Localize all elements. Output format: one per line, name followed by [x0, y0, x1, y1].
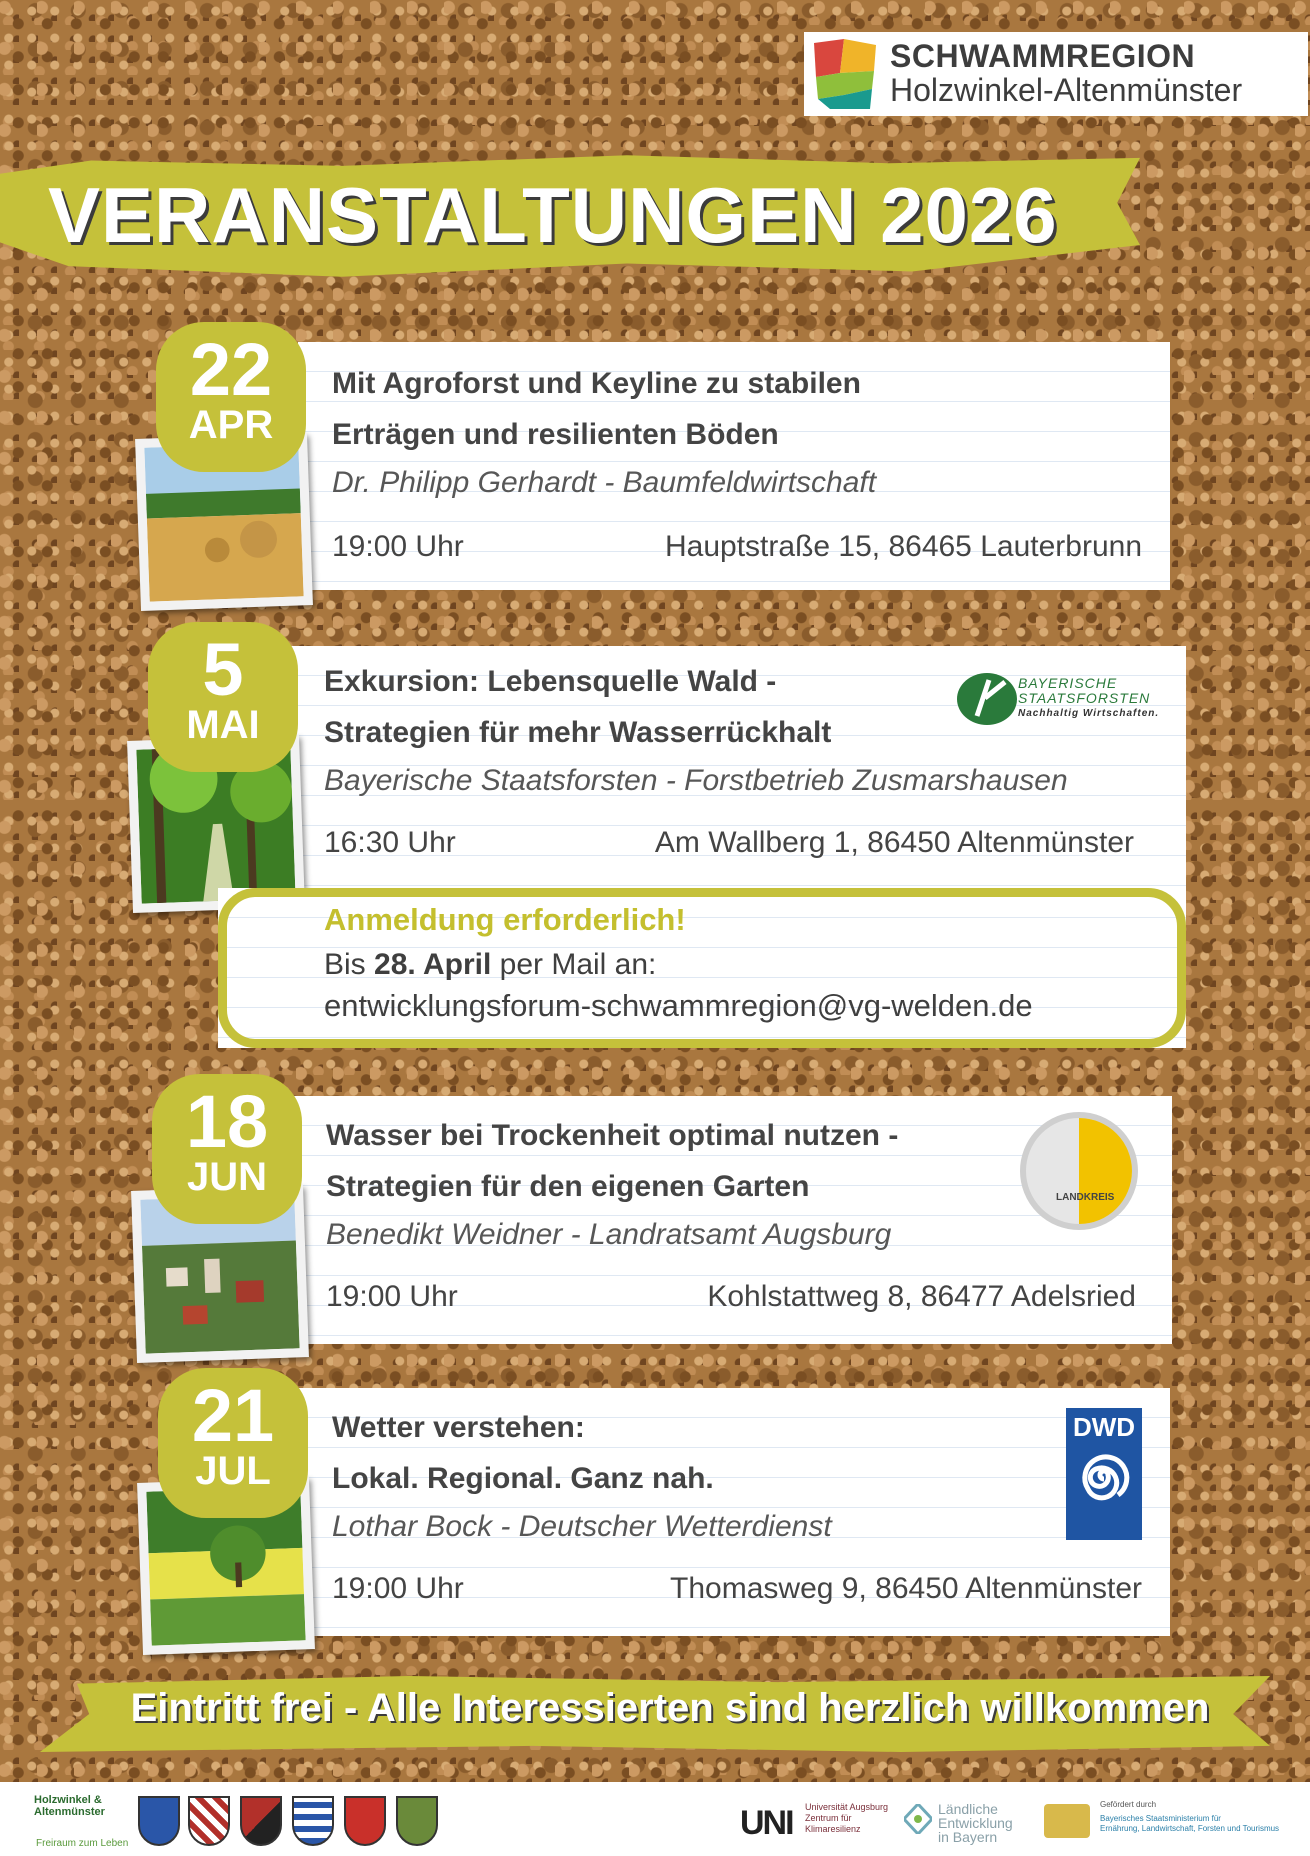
- event-title-line1: Mit Agroforst und Keyline zu stabilen: [332, 367, 861, 400]
- coat-of-arms-icon: [344, 1796, 386, 1846]
- event-title-line1: Exkursion: Lebensquelle Wald -: [324, 665, 777, 698]
- dwd-label: DWD: [1072, 1412, 1136, 1442]
- date-day: 22: [189, 328, 273, 411]
- date-day: 18: [185, 1080, 269, 1163]
- laendliche-entwicklung-text: [938, 1802, 1013, 1844]
- uni-line1: Universität Augsburg: [805, 1802, 889, 1812]
- uni-augsburg-logo: UNI: [740, 1804, 793, 1842]
- date-month: MAI: [186, 703, 260, 747]
- page-title: VERANSTALTUNGEN 2026: [48, 171, 1058, 259]
- coat-of-arms-icon: [396, 1796, 438, 1846]
- event-time: 19:00 Uhr: [326, 1280, 458, 1313]
- registration-email[interactable]: entwicklungsforum-schwammregion@vg-welden.de: [324, 988, 1033, 1023]
- date-badge-1: [156, 322, 306, 472]
- event-place: Am Wallberg 1, 86450 Altenmünster: [654, 826, 1134, 859]
- logo-subtitle: Holzwinkel-Altenmünster: [890, 72, 1243, 108]
- coat-of-arms-icon: [292, 1796, 334, 1846]
- event-time: 16:30 Uhr: [324, 826, 456, 859]
- event-speaker: Bayerische Staatsforsten - Forstbetrieb Zusmarshausen: [324, 764, 1068, 797]
- event-title-line2: Lokal. Regional. Ganz nah.: [332, 1462, 714, 1495]
- event-speaker: Lothar Bock - Deutscher Wetterdienst: [332, 1510, 832, 1543]
- footer-banner-text: Eintritt frei - Alle Interessierten sind herzlich willkommen: [130, 1686, 1210, 1730]
- event-title-line1: Wetter verstehen:: [332, 1411, 585, 1444]
- event-title-line1: Wasser bei Trockenheit optimal nutzen -: [326, 1119, 899, 1152]
- coat-of-arms-icon: [240, 1796, 282, 1846]
- le-line2: Entwicklung: [938, 1815, 1013, 1831]
- schwammregion-logo: [804, 32, 1308, 116]
- event-time: 19:00 Uhr: [332, 530, 464, 563]
- bayerische-staatsforsten-text: [1018, 676, 1159, 721]
- ministry-text: [1100, 1800, 1290, 1834]
- dwd-spiral-icon: [1074, 1443, 1134, 1513]
- event-place: Hauptstraße 15, 86465 Lauterbrunn: [665, 530, 1142, 563]
- date-month: JUL: [195, 1449, 271, 1493]
- org-tagline: Freiraum zum Leben: [36, 1838, 129, 1849]
- event-title: [332, 358, 861, 460]
- date-badge-2: [148, 622, 298, 772]
- event-title: [324, 656, 831, 758]
- footer-logo-bar: [0, 1782, 1310, 1856]
- event-title: [332, 1402, 714, 1504]
- event-place: Kohlstattweg 8, 86477 Adelsried: [707, 1280, 1136, 1313]
- uni-augsburg-text: [805, 1802, 888, 1835]
- event-speaker: Benedikt Weidner - Landratsamt Augsburg: [326, 1218, 892, 1251]
- le-line1: Ländliche: [938, 1801, 998, 1817]
- event-speaker: Dr. Philipp Gerhardt - Baumfeldwirtschaft: [332, 466, 877, 499]
- dwd-logo: [1066, 1408, 1142, 1540]
- partner-line1: BAYERISCHE: [1018, 675, 1118, 691]
- org-logo: [34, 1794, 105, 1818]
- date-badge-3: [152, 1074, 302, 1224]
- event-time: 19:00 Uhr: [332, 1572, 464, 1605]
- uni-line3: Klimaresilienz: [805, 1824, 861, 1834]
- uni-line2: Zentrum für: [805, 1813, 852, 1823]
- event-title: [326, 1110, 898, 1212]
- org-line1: Holzwinkel &: [34, 1794, 102, 1806]
- logo-title: SCHWAMMREGION: [890, 38, 1196, 75]
- le-line3: in Bayern: [938, 1829, 998, 1845]
- partner-line2: STAATSFORSTEN: [1018, 690, 1151, 706]
- partner-line3: Nachhaltig Wirtschaften.: [1018, 708, 1160, 719]
- coat-of-arms-icon: [188, 1796, 230, 1846]
- date-day: 5: [202, 628, 244, 711]
- funded-by: Gefördert durch: [1100, 1800, 1157, 1809]
- ministry-line2: Ernährung, Landwirtschaft, Forsten und Tourismus: [1100, 1824, 1280, 1833]
- landkreis-augsburg-logo: [1020, 1112, 1138, 1230]
- landkreis-logo-yellow: [1079, 1118, 1132, 1224]
- date-month: JUN: [186, 1155, 268, 1199]
- org-line2: Altenmünster: [34, 1806, 105, 1818]
- coat-of-arms-icon: [138, 1796, 180, 1846]
- laendliche-entwicklung-icon: [904, 1804, 932, 1834]
- registration-date: 28. April: [374, 948, 492, 981]
- registration-deadline: [324, 948, 656, 982]
- event-place: Thomasweg 9, 86450 Altenmünster: [670, 1572, 1142, 1605]
- landkreis-label: LANDKREIS: [1056, 1192, 1115, 1203]
- registration-prefix: Bis: [324, 948, 366, 981]
- ministry-line1: Bayerisches Staatsministerium für: [1100, 1814, 1221, 1823]
- event-title-line2: Erträgen und resilienten Böden: [332, 418, 779, 451]
- date-month: APR: [188, 403, 274, 447]
- schwammregion-logo-icon: [810, 37, 880, 111]
- date-day: 21: [191, 1374, 275, 1457]
- event-title-line2: Strategien für den eigenen Garten: [326, 1170, 810, 1203]
- registration-title: Anmeldung erforderlich!: [324, 902, 686, 937]
- registration-suffix: per Mail an:: [499, 948, 657, 981]
- bavarian-coat-of-arms-icon: [1044, 1804, 1090, 1838]
- event-title-line2: Strategien für mehr Wasserrückhalt: [324, 716, 832, 749]
- date-badge-4: [158, 1368, 308, 1518]
